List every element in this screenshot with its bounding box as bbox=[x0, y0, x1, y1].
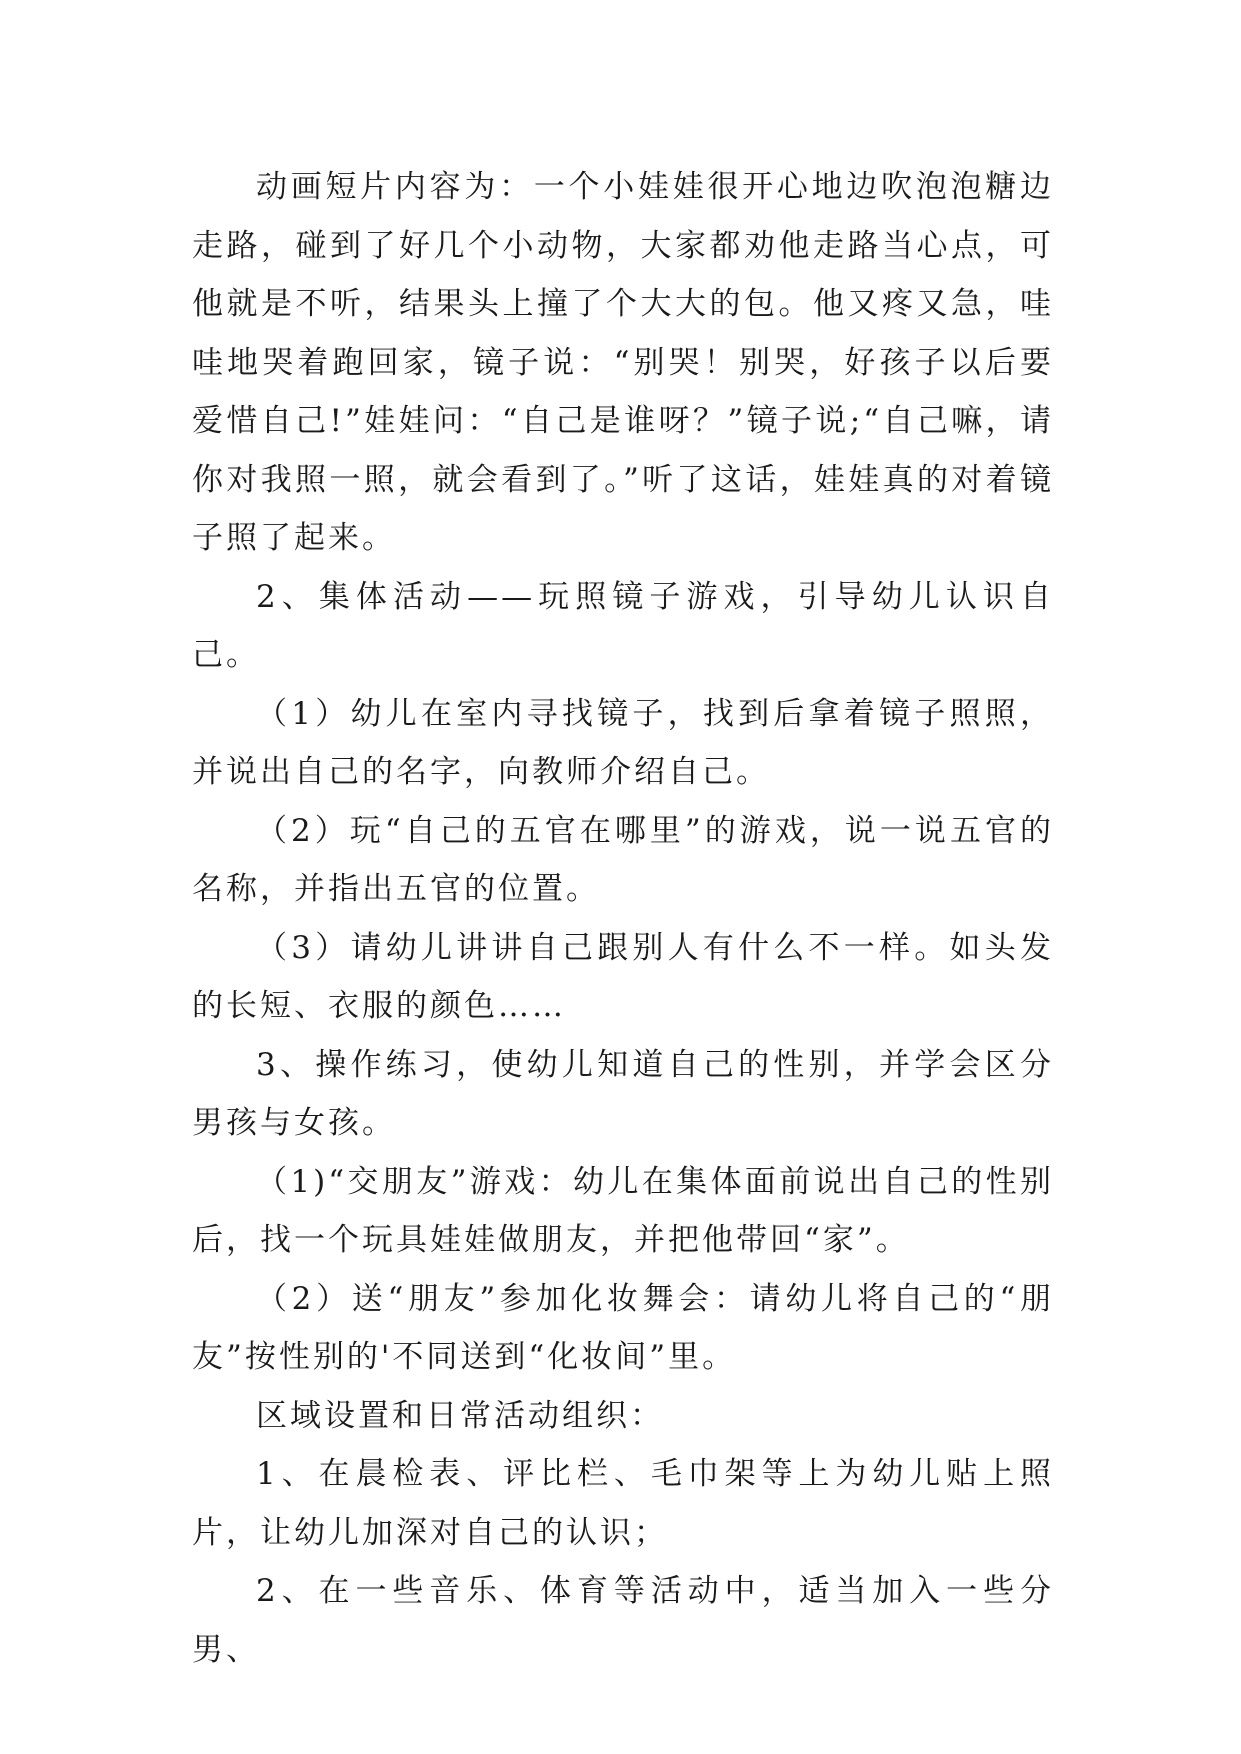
paragraph-area-item-2: 2、在一些音乐、体育等活动中，适当加入一些分男、 bbox=[192, 1573, 1054, 1668]
paragraph-item-3-1: （1)“交朋友”游戏：幼儿在集体面前说出自己的性别后，找一个玩具娃娃做朋友，并把他带回“家”。 bbox=[192, 1163, 1054, 1258]
paragraph-item-2-1: （1）幼儿在室内寻找镜子，找到后拿着镜子照照，并说出自己的名字，向教师介绍自己。 bbox=[192, 695, 1054, 790]
paragraph-area-heading: 区域设置和日常活动组织： bbox=[256, 1397, 664, 1434]
paragraph-area-item-1: 1、在晨检表、评比栏、毛巾架等上为幼儿贴上照片，让幼儿加深对自己的认识； bbox=[192, 1456, 1054, 1551]
paragraph-story: 动画短片内容为：一个小娃娃很开心地边吹泡泡糖边走路，碰到了好几个小动物，大家都劝他走路当心点，可他就是不听，结果头上撞了个大大的包。他又疼又急，哇哇地哭着跑回家，镜子说：“别哭！别哭，好孩子以后要爱惜自己!”娃娃问：“自己是谁呀？”镜子说;“自己嘛，请你对我照一照，就会看到了。”听了这话，娃娃真的对着镜子照了起来。 bbox=[192, 169, 1054, 556]
paragraph-section-2: 2、集体活动——玩照镜子游戏，引导幼儿认识自己。 bbox=[192, 578, 1054, 673]
paragraph-item-3-2: （2）送“朋友”参加化妆舞会：请幼儿将自己的“朋友”按性别的'不同送到“化妆间”里。 bbox=[192, 1280, 1054, 1375]
paragraph-section-3: 3、操作练习，使幼儿知道自己的性别，并学会区分男孩与女孩。 bbox=[192, 1046, 1054, 1141]
document-body bbox=[192, 158, 1054, 1679]
paragraph-item-2-2: （2）玩“自己的五官在哪里”的游戏，说一说五官的名称，并指出五官的位置。 bbox=[192, 812, 1054, 907]
paragraph-item-2-3: （3）请幼儿讲讲自己跟别人有什么不一样。如头发的长短、衣服的颜色…… bbox=[192, 929, 1054, 1024]
